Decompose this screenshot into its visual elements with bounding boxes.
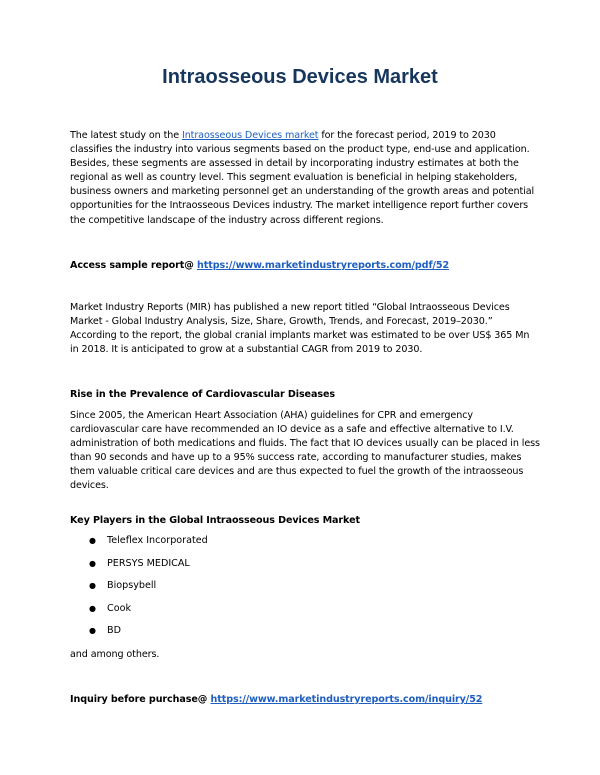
access-sample-line <box>70 259 540 273</box>
sample-report-link[interactable]: https://www.marketindustryreports.com/pdf/52 <box>197 260 450 271</box>
key-players-heading: Key Players in the Global Intraosseous Devices Market <box>70 515 360 526</box>
page-title: Intraosseous Devices Market <box>162 66 438 88</box>
list-item <box>70 556 370 579</box>
others-text: and among others. <box>70 649 160 660</box>
player-name: Biopsybell <box>107 580 157 591</box>
player-name: Cook <box>107 602 131 614</box>
list-item <box>70 533 370 556</box>
list-item <box>70 623 370 646</box>
list-item <box>70 578 370 601</box>
bullet-icon: ● <box>89 603 96 613</box>
report-paragraph: Market Industry Reports (MIR) has published a new report titled “Global Intraosseous Devices Market - Global Industry Analysis, Size, Share, Growth, Trends, and Forecast, 2019–2030.” According to the report, the global cranial implants market was estimated to be over US$ 365 Mn in 2018. It is anticipated to grow at a substantial CAGR from 2019 to 2030. <box>70 302 530 356</box>
list-item <box>70 601 370 624</box>
player-name: PERSYS MEDICAL <box>107 557 190 569</box>
rise-paragraph: Since 2005, the American Heart Association (AHA) guidelines for CPR and emergency cardiovascular care have recommended an IO device as a safe and effective alternative to I.V. administration of both medications and fluids. The fact that IO devices usually can be placed in less than 90 seconds and have up to a 95% success rate, according to manufacturer studies, makes them valuable critical care devices and are thus expected to fuel the growth of the intraosseous devices. <box>70 410 540 492</box>
intraosseous-market-link[interactable]: Intraosseous Devices market <box>181 130 319 141</box>
bullet-icon: ● <box>89 558 96 568</box>
inquiry-label: Inquiry before purchase@ <box>70 694 211 705</box>
player-name: BD <box>107 625 121 636</box>
intro-text-after: for the forecast period, 2019 to 2030 classifies the industry into various segments based on the product type, end-use and application. Besides, these segments are assessed in detail by incorporating industry estimates at both the regional as well as country level. This segment evaluation is beneficial in helping stakeholders, business owners and marketing personnel get an understanding of the growth areas and potential opportunities for the Intraosseous Devices industry. The market intelligence report further covers the competitive landscape of the industry across different regions. <box>70 130 535 226</box>
bullet-icon: ● <box>89 626 96 635</box>
bullet-icon: ● <box>89 581 96 590</box>
key-players-list <box>70 533 370 646</box>
access-sample-label: Access sample report@ <box>70 260 197 271</box>
rise-heading: Rise in the Prevalence of Cardiovascular Diseases <box>70 389 335 400</box>
bullet-icon: ● <box>89 536 96 545</box>
player-name: Teleflex Incorporated <box>107 535 208 546</box>
inquiry-line <box>70 693 540 707</box>
inquiry-link[interactable]: https://www.marketindustryreports.com/inquiry/52 <box>210 694 483 705</box>
intro-paragraph <box>70 129 540 228</box>
intro-text-before: The latest study on the <box>70 130 182 141</box>
